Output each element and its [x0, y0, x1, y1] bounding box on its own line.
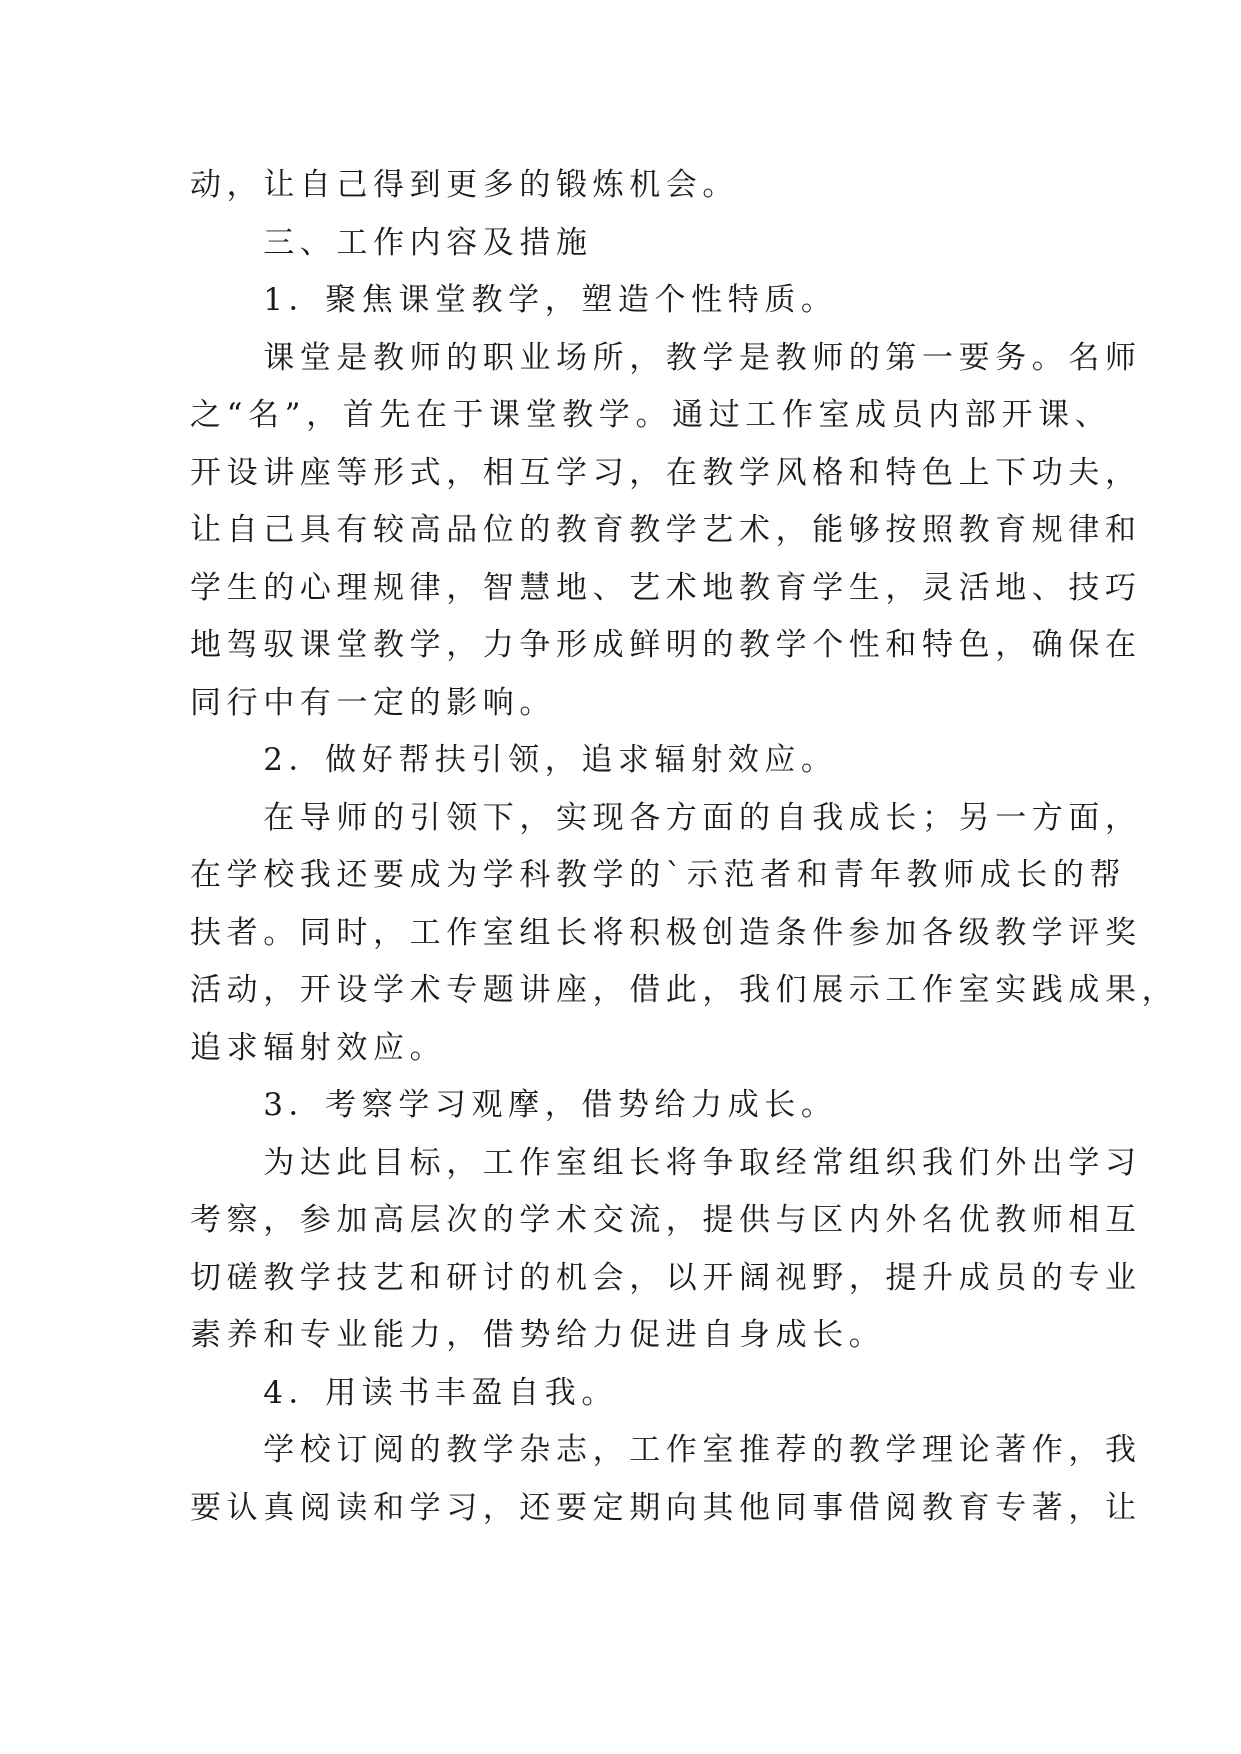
text-line: 同行中有一定的影响。 — [190, 684, 556, 721]
text-line: 开设讲座等形式，相互学习，在教学风格和特色上下功夫， — [190, 454, 1142, 491]
text-line: 在导师的引领下，实现各方面的自我成长；另一方面， — [190, 799, 1142, 836]
text-line: 学校订阅的教学杂志，工作室推荐的教学理论著作，我 — [190, 1432, 1142, 1468]
subsection-heading: 3．考察学习观摩，借势给力成长。 — [190, 1087, 838, 1123]
text-line: 活动，开设学术专题讲座，借此，我们展示工作室实践成果， — [190, 972, 1179, 1008]
subsection-heading: 4．用读书丰盈自我。 — [190, 1374, 618, 1411]
subsection-heading: 2．做好帮扶引领，追求辐射效应。 — [190, 742, 838, 778]
body-text — [190, 157, 1179, 1537]
text-line: 要认真阅读和学习，还要定期向其他同事借阅教育专著，让 — [190, 1489, 1142, 1526]
text-line: 地驾驭课堂教学，力争形成鲜明的教学个性和特色，确保在 — [190, 627, 1142, 663]
text-line: 追求辐射效应。 — [190, 1029, 447, 1066]
text-line: 之“名”，首先在于课堂教学。通过工作室成员内部开课、 — [190, 397, 1112, 433]
subsection-heading: 1．聚焦课堂教学，塑造个性特质。 — [190, 282, 838, 318]
text-line: 在学校我还要成为学科教学的`示范者和青年教师成长的帮 — [190, 857, 1127, 893]
text-line: 考察，参加高层次的学术交流，提供与区内外名优教师相互 — [190, 1202, 1142, 1238]
text-line: 学生的心理规律，智慧地、艺术地教育学生，灵活地、技巧 — [190, 569, 1142, 606]
section-heading: 三、工作内容及措施 — [190, 224, 593, 261]
text-line: 动，让自己得到更多的锻炼机会。 — [190, 167, 739, 203]
text-line: 切磋教学技艺和研讨的机会，以开阔视野，提升成员的专业 — [190, 1259, 1142, 1296]
text-line: 扶者。同时，工作室组长将积极创造条件参加各级教学评奖 — [190, 914, 1142, 951]
text-line: 为达此目标，工作室组长将争取经常组织我们外出学习 — [190, 1144, 1142, 1181]
text-line: 素养和专业能力，借势给力促进自身成长。 — [190, 1317, 886, 1353]
text-line: 让自己具有较高品位的教育教学艺术，能够按照教育规律和 — [190, 512, 1142, 548]
text-line: 课堂是教师的职业场所，教学是教师的第一要务。名师 — [190, 339, 1142, 376]
